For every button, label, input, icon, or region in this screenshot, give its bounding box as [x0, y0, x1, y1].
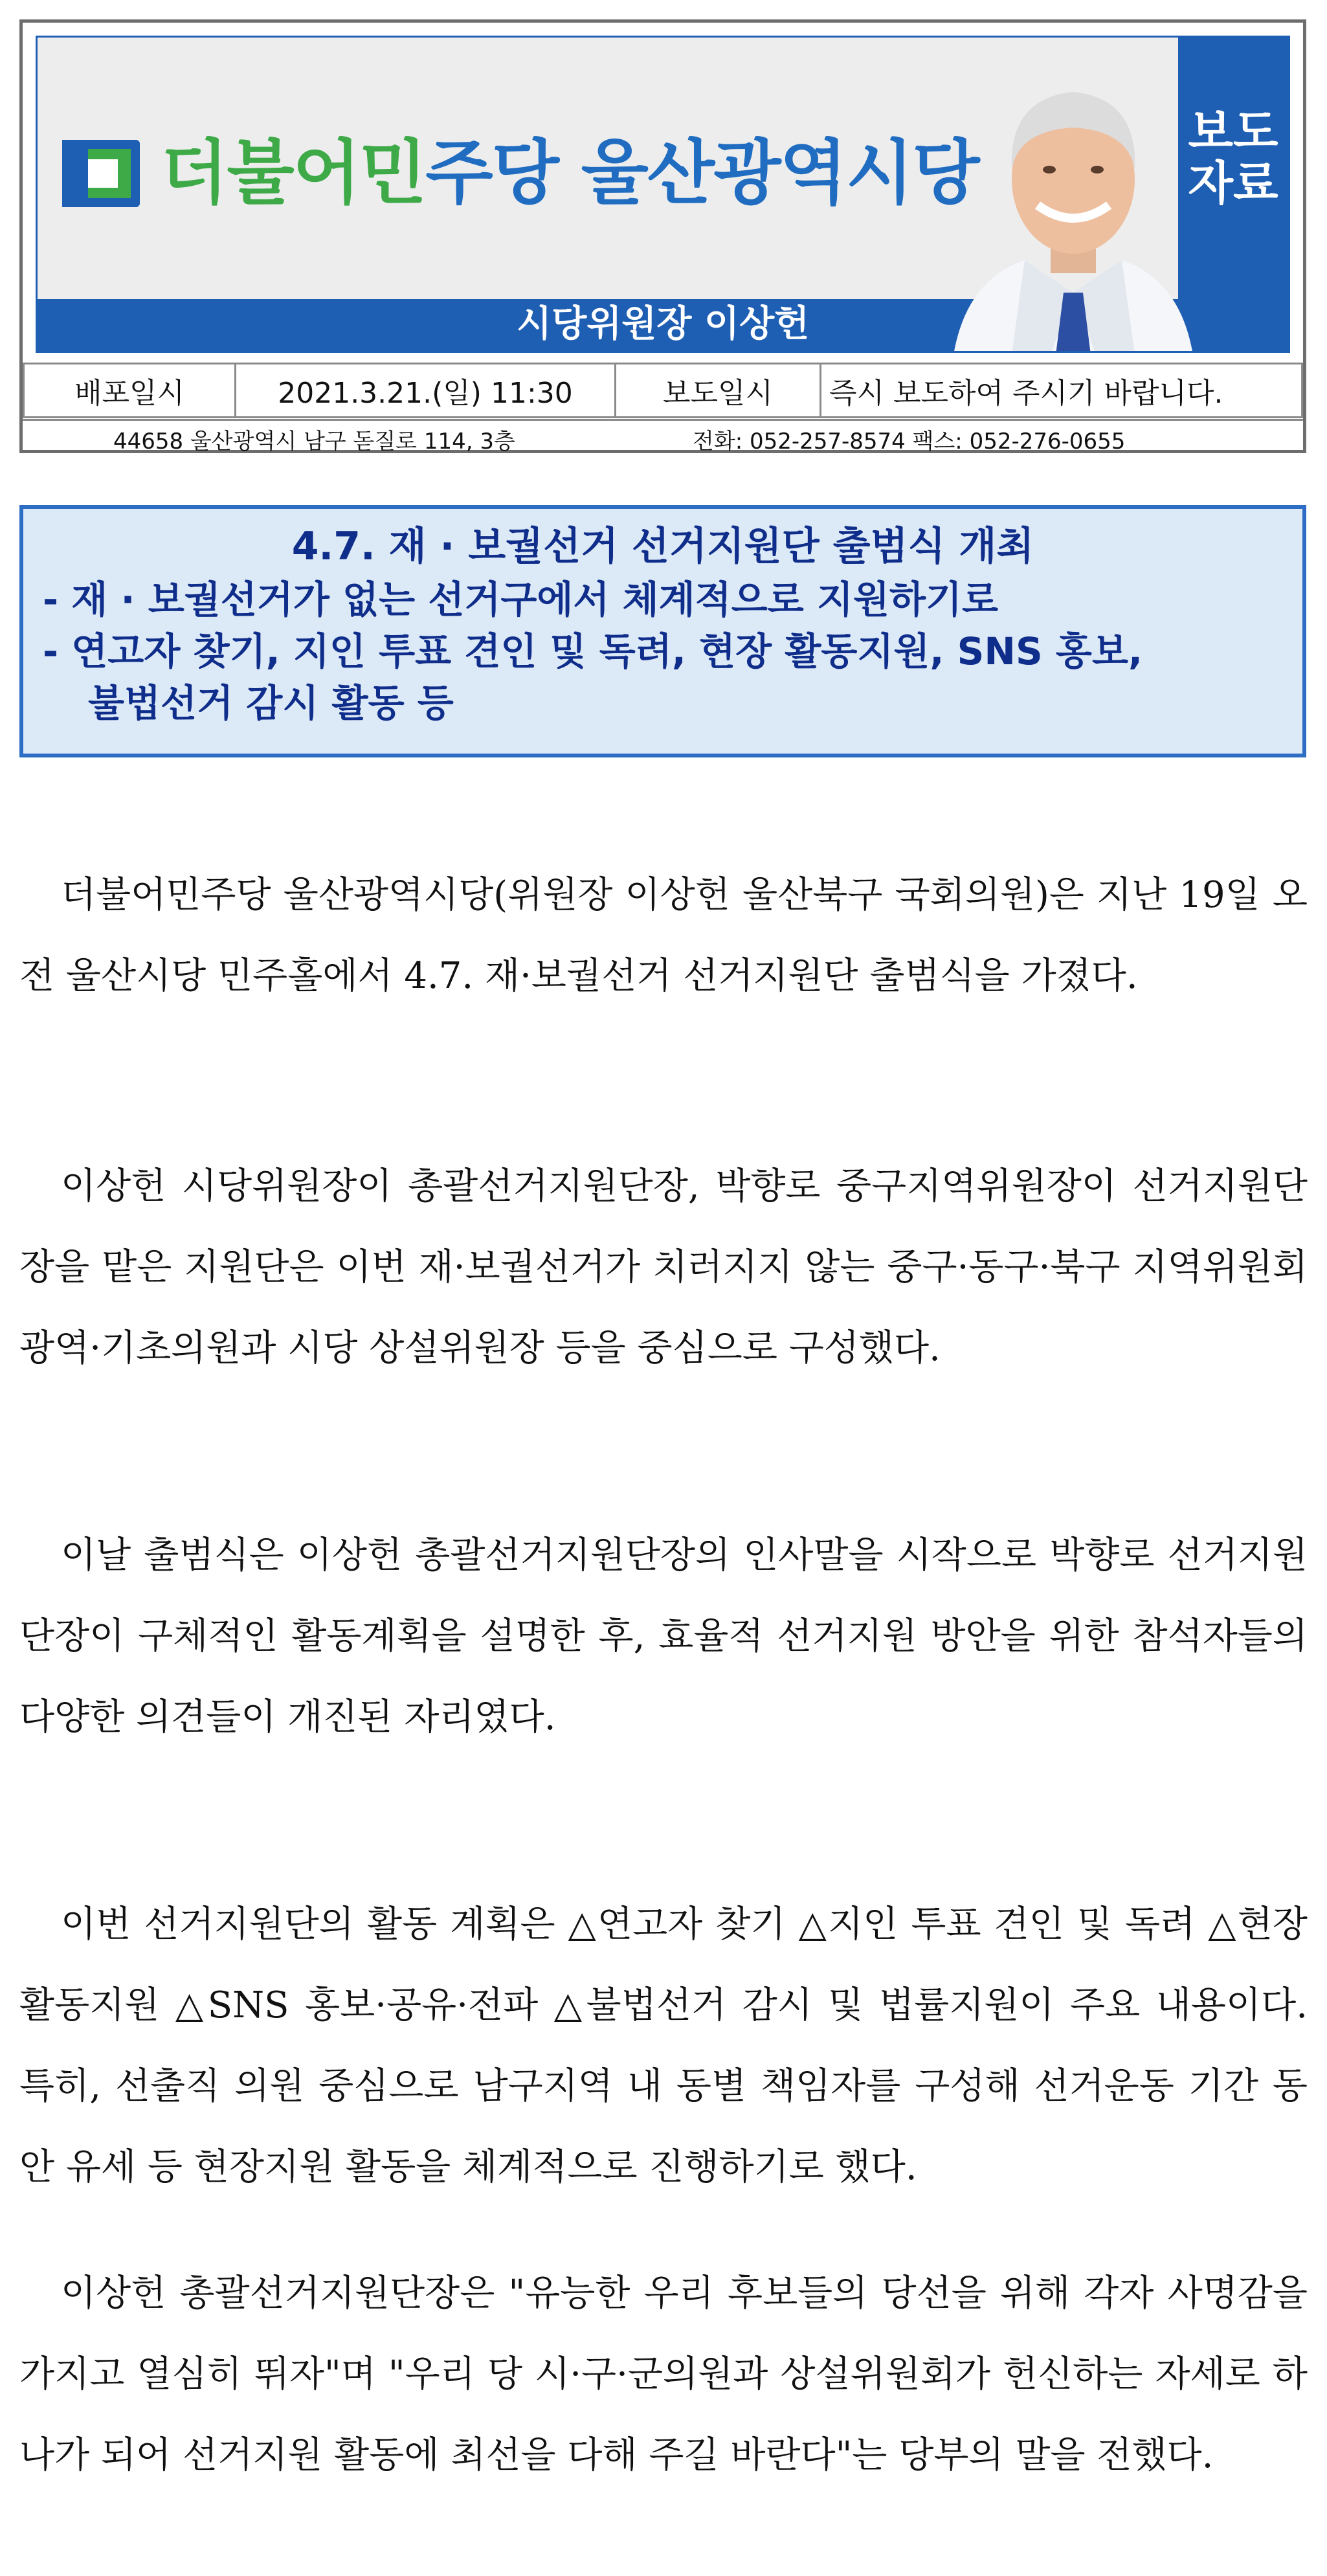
phone-fax: 전화: 052-257-8574 팩스: 052-276-0655	[693, 429, 1126, 454]
chair-portrait-image	[941, 47, 1206, 353]
headline-line-1: - 재 · 보궐선거가 없는 선거구에서 체계적으로 지원하기로	[43, 577, 999, 622]
press-release-header	[19, 19, 1306, 453]
paragraph-4: 이번 선거지원단의 활동 계획은 △연고자 찾기 △지인 투표 견인 및 독려 △현장 활동지원 △SNS 홍보·공유·전파 △불법선거 감시 및 법률지원이 주요 내용이다. 특히, 선출직 의원 중심으로 남구지역 내 동별 책임자를 구성해 선거운동 기간 동안 유세 등 현장지원 활동을 체계적으로 진행하기로 했다.	[19, 1903, 1308, 2188]
paragraph-1: 더불어민주당 울산광역시당(위원장 이상헌 울산북구 국회의원)은 지난 19일 오전 울산시당 민주홀에서 4.7. 재·보궐선거 선거지원단 출범식을 가졌다.	[19, 874, 1308, 997]
chair-title: 시당위원장 이상헌	[517, 303, 810, 345]
contact-row	[23, 419, 1303, 452]
headline-line-3: 불법선거 감시 활동 등	[88, 681, 454, 725]
paragraph-3: 이날 출범식은 이상헌 총괄선거지원단장의 인사말을 시작으로 박향로 선거지원단장이 구체적인 활동계획을 설명한 후, 효율적 선거지원 방안을 위한 참석자들의 다양한 의견들이 개진된 자리였다.	[19, 1534, 1308, 1738]
party-name: 더불어민주당 울산광역시당	[161, 133, 979, 214]
headline-title: 4.7. 재 · 보궐선거 선거지원단 출범식 개최	[291, 524, 1034, 569]
paragraph-5: 이상헌 총괄선거지원단장은 "유능한 우리 후보들의 당선을 위해 각자 사명감을 가지고 열심히 뛰자"며 "우리 당 시·구·군의원과 상설위원회가 헌신하는 자세로 하나가 되어 선거지원 활동에 최선을 다해 주길 바란다"는 당부의 말을 전했다.	[19, 2272, 1308, 2476]
headline-box	[19, 505, 1306, 757]
release-label: 배포일시	[24, 364, 236, 418]
release-info-table	[23, 363, 1303, 418]
report-value: 즉시 보도하여 주시기 바랍니다.	[821, 364, 1302, 418]
headline-line-2: - 연고자 찾기, 지인 투표 견인 및 독려, 현장 활동지원, SNS 홍보,	[43, 629, 1143, 673]
paragraph-2: 이상헌 시당위원장이 총괄선거지원단장, 박향로 중구지역위원장이 선거지원단장을 맡은 지원단은 이번 재·보궐선거가 치러지지 않는 중구·동구·북구 지역위원회 광역·기초의원과 시당 상설위원장 등을 중심으로 구성했다.	[19, 1165, 1308, 1369]
party-banner	[36, 36, 1290, 353]
report-label: 보도일시	[616, 364, 821, 418]
party-logo-icon	[62, 135, 140, 212]
address: 44658 울산광역시 남구 돋질로 114, 3층	[113, 429, 515, 454]
press-release-tag: 보도 자료	[1178, 38, 1288, 303]
release-value: 2021.3.21.(일) 11:30	[236, 364, 616, 418]
